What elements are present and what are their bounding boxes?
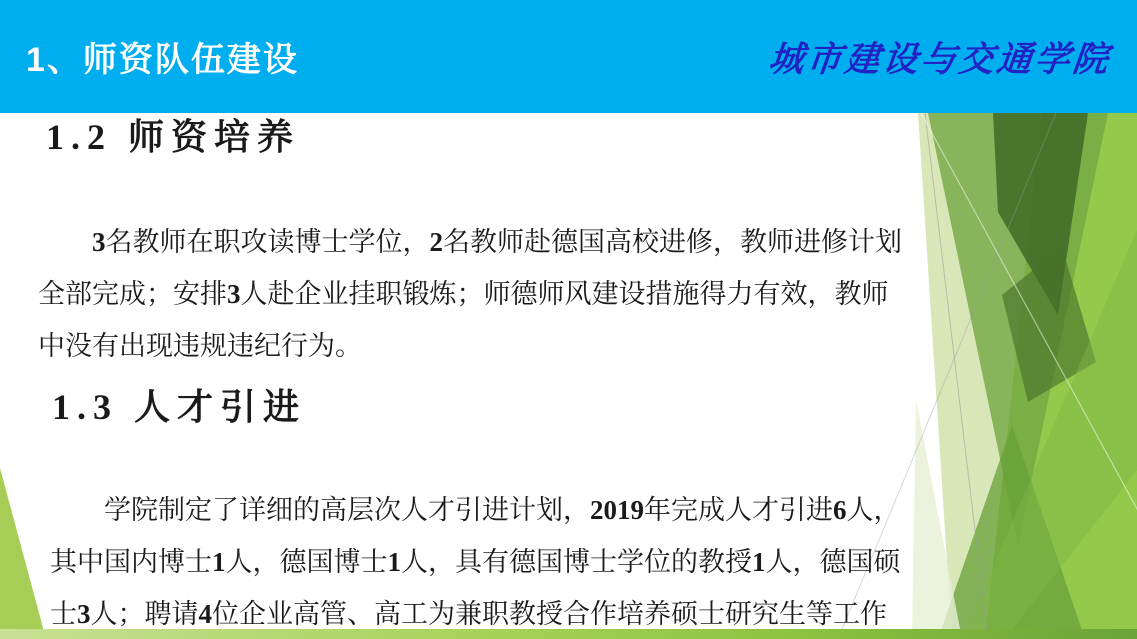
text-run: 人，具有德国博士学位的教授 [401,547,752,577]
paragraph-line [50,536,901,588]
slide-title: 1、师资队伍建设 [26,41,299,79]
bold-number: 1 [212,547,226,577]
paragraph-line [38,216,902,268]
bold-number: 2 [429,227,443,257]
bold-number: 1 [752,547,766,577]
header-bar [0,0,1137,113]
paragraph-line [38,320,902,372]
paragraph-line [50,484,901,536]
text-run: 年完成人才引进 [644,495,833,525]
bold-number: 3 [77,599,91,629]
paragraph-teacher-training [38,216,902,372]
bold-number: 6 [833,495,847,525]
text-run: 其中国内博士 [50,547,212,577]
section-heading-1-3: 1.3 人才引进 [52,387,307,427]
section-heading-1-2: 1.2 师资培养 [46,117,301,157]
text-run: 名教师在职攻读博士学位， [105,227,430,257]
paragraph-talent-recruitment [50,484,901,639]
paragraph-line [38,268,902,320]
bold-number: 3 [92,227,106,257]
text-run: 学院制定了详细的高层次人才引进计划， [104,495,590,525]
text-run: 人，德国硕 [765,547,901,577]
college-name: 城市建设与交通学院 [766,39,1113,79]
text-run: 士 [50,599,77,629]
bold-number: 2019 [590,495,644,525]
paragraph-line [50,588,901,639]
text-run: 中没有出现违规违纪行为。 [38,331,362,361]
text-run: 人赴企业挂职锻炼；师德师风建设措施得力有效，教师 [240,279,889,309]
text-run: 全部完成；安排 [38,279,227,309]
text-run: 人， [846,495,901,525]
bold-number: 4 [198,599,212,629]
text-run: 位企业高管、高工为兼职教授合作培养硕士研究生等工作 [212,599,887,629]
bold-number: 3 [227,279,241,309]
text-run: 名教师赴德国高校进修，教师进修计划 [443,227,902,257]
bold-number: 1 [387,547,401,577]
text-run: 人，德国博士 [225,547,388,577]
text-run: 人；聘请 [90,599,199,629]
